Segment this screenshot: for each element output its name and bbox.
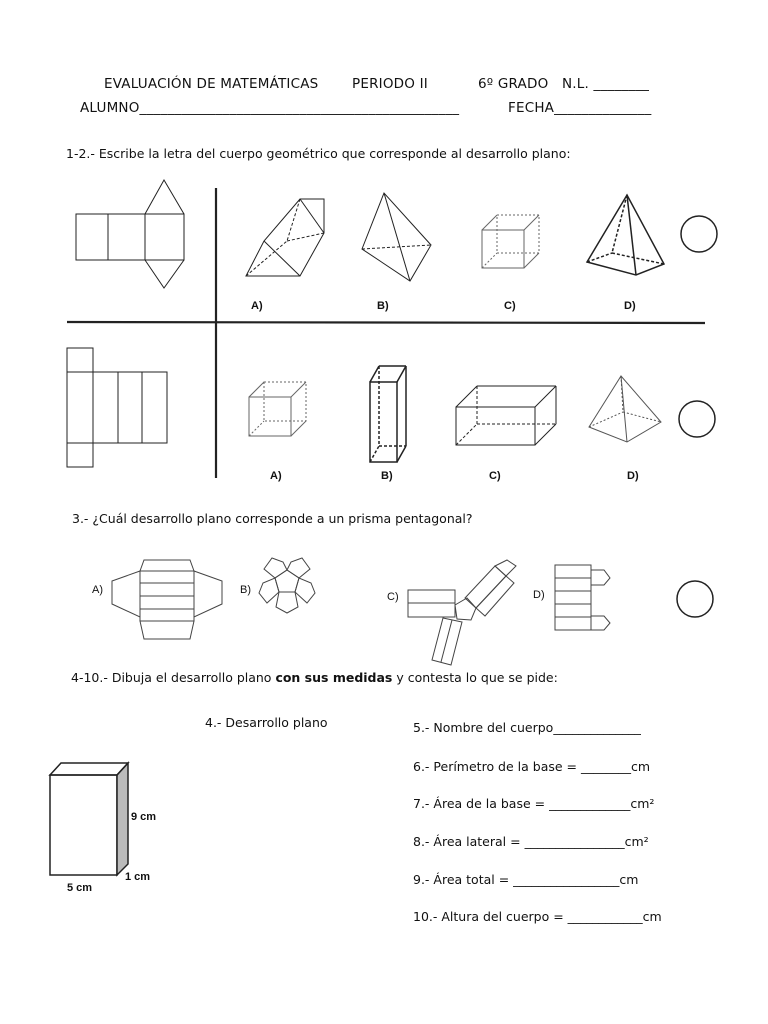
q7-base-area-field[interactable]: 7.- Área de la base = _____________cm² — [413, 796, 655, 811]
solid-square-pyramid-2 — [589, 376, 661, 442]
date-field[interactable]: FECHA______________ — [508, 100, 652, 116]
q3-option-c-label: C) — [387, 591, 399, 603]
q2-option-a-label: A) — [270, 470, 282, 482]
student-name-field[interactable]: ALUMNO______________________________________________ — [80, 100, 460, 116]
net-drawing-title: 4.- Desarrollo plano — [205, 715, 328, 730]
horizontal-divider — [67, 322, 705, 323]
q3-option-b-label: B) — [240, 584, 251, 596]
exam-grade: 6º GRADO — [478, 76, 549, 92]
prism-depth-label: 1 cm — [125, 871, 151, 883]
net-square-prism — [67, 348, 167, 467]
question-3-prompt: 3.- ¿Cuál desarrollo plano corresponde a un prisma pentagonal? — [72, 511, 473, 526]
answer-circle-2[interactable] — [679, 401, 715, 437]
q3-net-d — [555, 565, 610, 630]
q3-net-c — [408, 560, 516, 665]
q1-option-b-label: B) — [377, 300, 389, 312]
q5-body-name-field[interactable]: 5.- Nombre del cuerpo______________ — [413, 720, 641, 735]
answer-circle-3[interactable] — [677, 581, 713, 617]
q6-base-perimeter-field[interactable]: 6.- Perímetro de la base = ________cm — [413, 759, 651, 774]
prism-height-label: 9 cm — [131, 811, 157, 823]
solid-square-pyramid — [587, 195, 664, 275]
q3-net-a — [112, 560, 222, 639]
prism-width-label: 5 cm — [67, 882, 93, 894]
q10-body-height-field[interactable]: 10.- Altura del cuerpo = ____________cm — [413, 909, 662, 924]
q3-option-a-label: A) — [92, 584, 103, 596]
q9-total-area-field[interactable]: 9.- Área total = _________________cm — [413, 872, 639, 887]
list-number-field[interactable]: N.L. ________ — [562, 76, 650, 92]
q2-option-d-label: D) — [627, 470, 639, 482]
q1-option-d-label: D) — [624, 300, 636, 312]
question-4-10-prompt: 4-10.- Dibuja el desarrollo plano con sus medidas y contesta lo que se pide: — [71, 670, 558, 685]
solid-tetrahedron — [362, 193, 431, 281]
q4-rectangular-prism — [50, 763, 128, 875]
q1-option-c-label: C) — [504, 300, 516, 312]
question-1-2-prompt: 1-2.- Escribe la letra del cuerpo geométrico que corresponde al desarrollo plano: — [66, 146, 571, 161]
solid-triangular-prism — [246, 199, 324, 276]
solid-cube — [482, 215, 539, 268]
exam-title: EVALUACIÓN DE MATEMÁTICAS — [104, 76, 319, 92]
solid-tall-prism — [370, 366, 406, 462]
answer-circle-1[interactable] — [681, 216, 717, 252]
q2-option-c-label: C) — [489, 470, 501, 482]
q1-option-a-label: A) — [251, 300, 263, 312]
q2-option-b-label: B) — [381, 470, 393, 482]
exam-period: PERIODO II — [352, 76, 428, 92]
solid-cube-2 — [249, 382, 306, 436]
net-triangular-prism — [76, 180, 184, 288]
solid-rectangular-prism — [456, 386, 556, 445]
q3-net-b — [259, 558, 315, 613]
q3-option-d-label: D) — [533, 589, 545, 601]
q8-lateral-area-field[interactable]: 8.- Área lateral = ________________cm² — [413, 834, 649, 849]
